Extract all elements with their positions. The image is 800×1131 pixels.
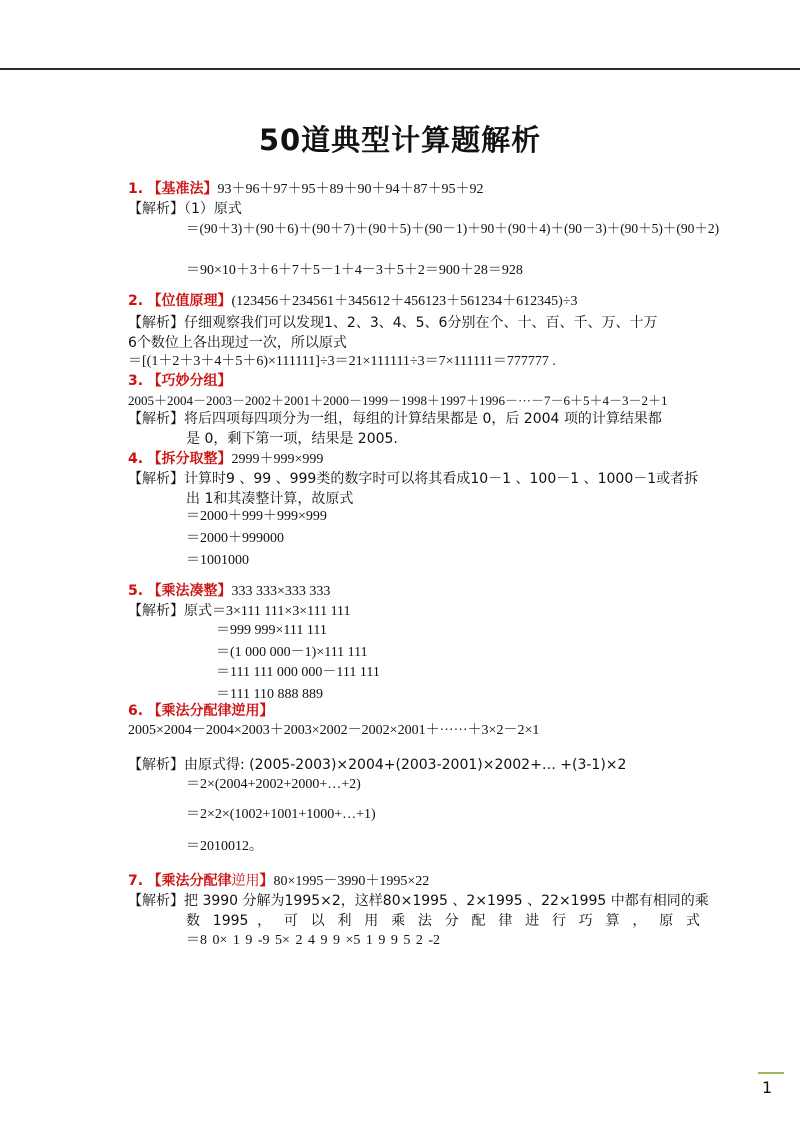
problem-2-heading (128, 292, 578, 311)
problem-number: 1. (128, 181, 144, 197)
method-tag: 【巧妙分组】 (147, 373, 232, 389)
problem-6-analysis-line-4: ＝2010012。 (186, 839, 263, 854)
method-tag: 【拆分取整】 (147, 451, 232, 467)
method-tag-part: 【乘法分配律 (147, 873, 232, 889)
problem-4-analysis-line-3: ＝2000＋999＋999×999 (186, 509, 327, 524)
problem-7-analysis-line-3: ＝8 0× 1 9 -9 5× 2 4 9 9 ×5 1 9 9 5 2 -2 (186, 933, 441, 948)
problem-3-expression: 2005＋2004－2003－2002＋2001＋2000－1999－1998＋1997＋1996－···－7－6＋5＋4－3－2＋1 (128, 393, 668, 408)
problem-expression: 93＋96＋97＋95＋89＋90＋94＋87＋95＋92 (217, 182, 484, 197)
problem-6-analysis-line-3: ＝2×2×(1002+1001+1000+…+1) (186, 807, 376, 822)
problem-1-analysis-line-3: ＝90×10＋3＋6＋7＋5－1＋4－3＋5＋2＝900＋28＝928 (186, 263, 523, 278)
problem-number: 6. (128, 703, 144, 719)
problem-1-analysis-line-1 (128, 200, 242, 218)
problem-4-analysis-line-2: 出 1和其凑整计算，故原式 (186, 491, 354, 507)
method-tag-part: 】 (259, 873, 274, 889)
analysis-label: 【解析】 (128, 315, 184, 331)
problem-7-analysis-line-1 (128, 892, 709, 910)
analysis-label: 【解析】 (128, 411, 184, 427)
page-number: 1 (762, 1078, 773, 1097)
problem-6-heading (128, 702, 274, 720)
analysis-text: （1）原式 (184, 201, 242, 217)
problem-6-analysis-line-1 (128, 756, 626, 774)
analysis-label: 【解析】 (128, 757, 184, 773)
problem-4-analysis-line-1 (128, 470, 698, 488)
method-tag: 【基准法】 (147, 181, 218, 197)
problem-4-analysis-line-4: ＝2000＋999000 (186, 531, 284, 546)
problem-4-analysis-line-5: ＝1001000 (186, 553, 249, 568)
problem-6-expression: 2005×2004－2004×2003＋2003×2002－2002×2001＋······＋3×2－2×1 (128, 723, 540, 738)
analysis-text: 仔细观察我们可以发现1、2、3、4、5、6分别在个、十、百、千、万、十万 (184, 315, 658, 331)
problem-number: 3. (128, 373, 144, 389)
method-tag (148, 873, 274, 889)
analysis-text: 把 3990 分解为1995×2，这样80×1995 、2×1995 、22×1995 中都有相同的乘 (184, 893, 709, 909)
problem-number: 4. (128, 451, 144, 467)
problem-1-heading (128, 180, 484, 199)
method-tag: 【乘法分配律逆用】 (147, 703, 274, 719)
problem-expression: 333 333×333 333 (231, 584, 331, 599)
method-tag: 【乘法凑整】 (147, 583, 232, 599)
problem-expression: 2999＋999×999 (231, 452, 324, 467)
analysis-text: 由原式得: (2005-2003)×2004+(2003-2001)×2002+… +(3-1)×2 (184, 757, 627, 773)
problem-5-analysis-line-4: ＝111 111 000 000－111 111 (216, 665, 380, 680)
problem-3-heading (128, 372, 232, 390)
analysis-label: 【解析】 (128, 201, 184, 217)
analysis-text: 原式＝3×111 111×3×111 111 (184, 604, 351, 619)
problem-7-heading (128, 872, 429, 891)
problem-3-analysis-line-2: 是 0，剩下第一项，结果是 2005. (186, 431, 398, 447)
problem-2-analysis-line-3: ＝[(1＋2＋3＋4＋5＋6)×111111]÷3＝21×111111÷3＝7×111111＝777777 . (128, 354, 556, 369)
analysis-text: 计算时9 、99 、999类的数字时可以将其看成10－1 、100－1 、1000－1或者拆 (184, 471, 699, 487)
analysis-text: 将后四项每四项分为一组，每组的计算结果都是 0，后 2004 项的计算结果都 (184, 411, 662, 427)
problem-2-analysis-line-1 (128, 314, 657, 332)
method-tag: 【位值原理】 (147, 293, 232, 309)
problem-number: 7. (128, 873, 144, 889)
problem-6-analysis-line-2: ＝2×(2004+2002+2000+…+2) (186, 777, 361, 792)
problem-7-analysis-line-2: 数 1995 ， 可 以 利 用 乘 法 分 配 律 进 行 巧 算 ， 原 式 (186, 913, 700, 929)
footer-rule (758, 1072, 784, 1074)
problem-2-analysis-line-2: 6个数位上各出现过一次，所以原式 (128, 335, 347, 351)
problem-4-heading (128, 450, 323, 469)
header-rule (0, 68, 800, 70)
problem-expression: (123456＋234561＋345612＋456123＋561234＋612345)÷3 (231, 294, 578, 309)
problem-number: 5. (128, 583, 144, 599)
problem-5-analysis-line-1 (128, 602, 351, 621)
method-tag-part: 逆用 (231, 873, 260, 889)
analysis-label: 【解析】 (128, 603, 184, 619)
problem-3-analysis-line-1 (128, 410, 662, 428)
analysis-label: 【解析】 (128, 471, 184, 487)
problem-5-analysis-line-2: ＝999 999×111 111 (216, 623, 327, 638)
problem-1-analysis-line-2: ＝(90＋3)＋(90＋6)＋(90＋7)＋(90＋5)＋(90－1)＋90＋(90＋4)＋(90－3)＋(90＋5)＋(90＋2) (186, 221, 720, 236)
problem-number: 2. (128, 293, 144, 309)
problem-expression: 80×1995－3990＋1995×22 (273, 874, 430, 889)
analysis-label: 【解析】 (128, 893, 184, 909)
problem-5-analysis-line-3: ＝(1 000 000－1)×111 111 (216, 645, 368, 660)
page-title: 50道典型计算题解析 (258, 123, 542, 157)
problem-5-heading (128, 582, 330, 601)
problem-5-analysis-line-5: ＝111 110 888 889 (216, 687, 323, 702)
